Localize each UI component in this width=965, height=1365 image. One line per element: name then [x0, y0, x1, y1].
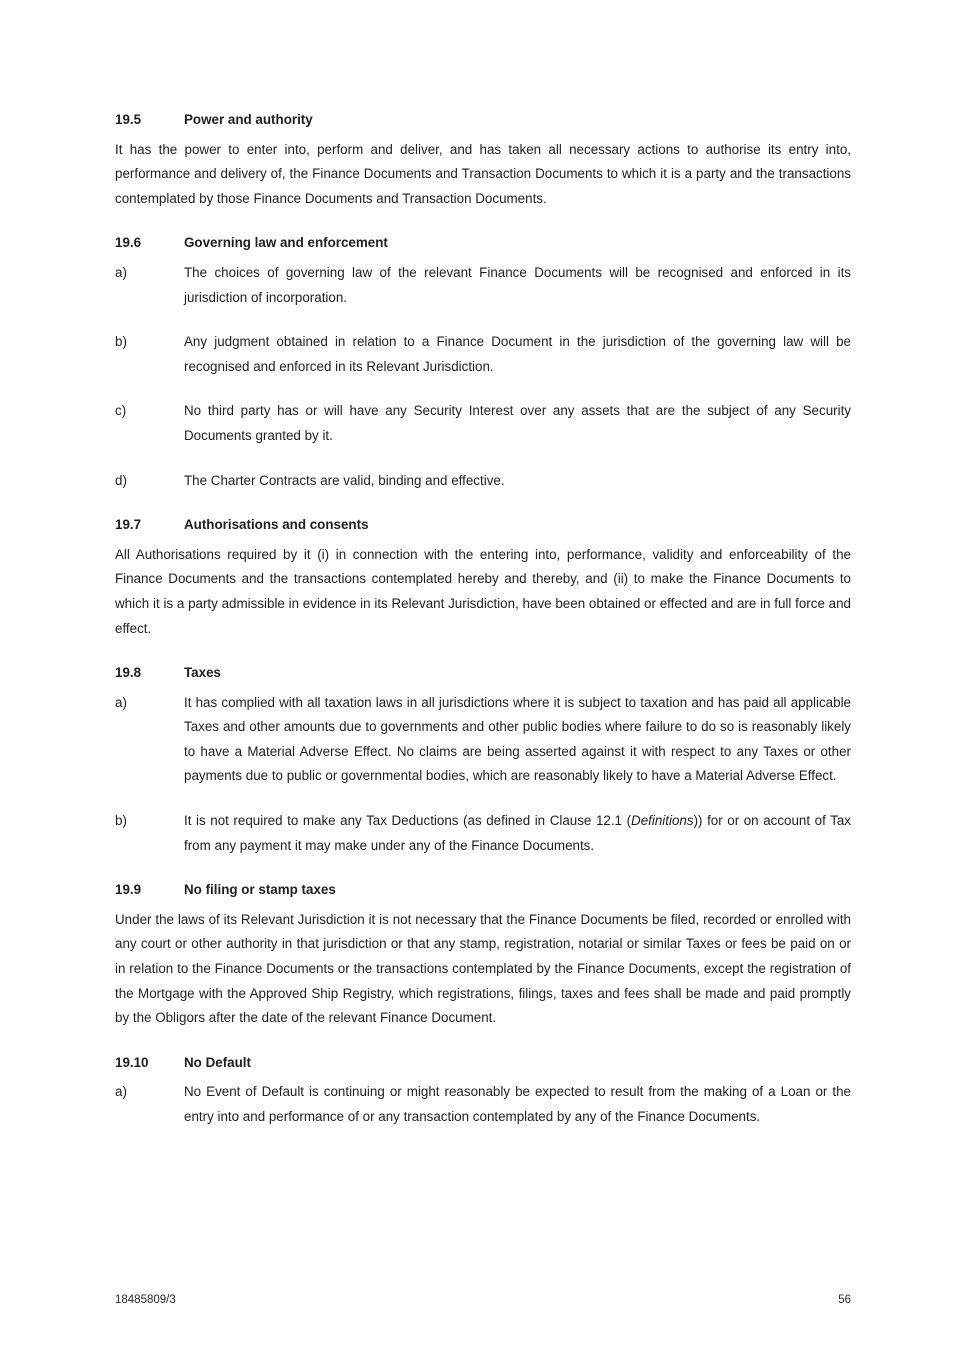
- section-number: 19.7: [115, 517, 142, 533]
- section-title: Authorisations and consents: [184, 517, 369, 533]
- section-title: No Default: [184, 1054, 251, 1070]
- item-label: b): [115, 334, 127, 350]
- item-label: a): [115, 694, 127, 710]
- list-item: [115, 691, 851, 789]
- document-reference: 18485809/3: [115, 1294, 176, 1306]
- section-19-9: [115, 878, 851, 1031]
- section-body: Under the laws of its Relevant Jurisdiction it is not necessary that the Finance Documents be filed, recorded or enrolled with any court or other authority in that jurisdiction or that any stamp, registration, notarial or similar Taxes or fees be paid on or in relation to the Finance Documents or the transactions contemplated by the Finance Documents, except the registration of the Mortgage with the Approved Ship Registry, which registrations, filings, taxes and fees shall be made and paid promptly by the Obligors after the date of the relevant Finance Document.: [115, 911, 851, 1026]
- list-item: [115, 261, 851, 310]
- item-text: Any judgment obtained in relation to a Finance Document in the jurisdiction of the governing law will be recognised and enforced in its Relevant Jurisdiction.: [184, 334, 851, 374]
- list-item: [115, 809, 851, 858]
- item-text: The Charter Contracts are valid, binding and effective.: [184, 472, 505, 488]
- list-item: [115, 469, 851, 494]
- item-text: No Event of Default is continuing or might reasonably be expected to result from the making of a Loan or the entry into and performance of or any transaction contemplated by any of the Finance Documents.: [184, 1084, 851, 1124]
- section-heading: [115, 878, 851, 903]
- section-19-8: [115, 661, 851, 858]
- item-label: d): [115, 472, 127, 488]
- section-number: 19.6: [115, 235, 142, 251]
- section-title: Governing law and enforcement: [184, 235, 388, 251]
- list-item: [115, 330, 851, 379]
- item-text: The choices of governing law of the relevant Finance Documents will be recognised and enforced in its jurisdiction of incorporation.: [184, 264, 851, 305]
- item-label: b): [115, 813, 127, 829]
- section-heading: [115, 231, 851, 256]
- item-text: No third party has or will have any Security Interest over any assets that are the subject of any Security Documents granted by it.: [184, 403, 851, 443]
- list-item: [115, 399, 851, 448]
- item-text: It has complied with all taxation laws in all jurisdictions where it is subject to taxation and has paid all applicable Taxes and other amounts due to governments and other public bodies where failure to do so is reasonably likely to have a Material Adverse Effect. No claims are being asserted against it with respect to any Taxes or other payments due to public or governmental bodies, which are reasonably likely to have a Material Adverse Effect.: [184, 694, 851, 784]
- item-text-italic: Definitions: [631, 813, 694, 829]
- page-number: 56: [838, 1294, 851, 1306]
- section-number: 19.9: [115, 882, 142, 898]
- section-19-6: [115, 231, 851, 493]
- section-title: No filing or stamp taxes: [184, 882, 336, 898]
- item-text-after: )) for or on account of Tax from any payment it may make under any of the Finance Documents.: [184, 813, 851, 853]
- item-text: [184, 809, 851, 858]
- item-label: a): [115, 264, 127, 280]
- section-heading: [115, 1051, 851, 1076]
- section-19-5: [115, 108, 851, 211]
- section-19-7: [115, 513, 851, 641]
- section-number: 19.5: [115, 112, 142, 127]
- section-heading: [115, 513, 851, 538]
- item-label: c): [115, 403, 127, 419]
- section-title: Taxes: [184, 665, 221, 681]
- section-title: Power and authority: [184, 112, 313, 127]
- section-body: It has the power to enter into, perform and deliver, and has taken all necessary actions to authorise its entry into, performance and delivery of, the Finance Documents and Transaction Documents to which it is a party and the transactions contemplated by those Finance Documents and Transaction Documents.: [115, 141, 851, 206]
- section-number: 19.10: [115, 1054, 149, 1070]
- page-footer: [115, 1294, 851, 1306]
- list-item: [115, 1080, 851, 1129]
- section-19-10: [115, 1051, 851, 1130]
- section-number: 19.8: [115, 665, 142, 681]
- section-heading: [115, 661, 851, 686]
- section-body: All Authorisations required by it (i) in connection with the entering into, performance, validity and enforceability of the Finance Documents and the transactions contemplated hereby and thereby, and (ii) to make the Finance Documents to which it is a party admissible in evidence in its Relevant Jurisdiction, have been obtained or effected and are in full force and effect.: [115, 546, 851, 636]
- item-text-before: It is not required to make any Tax Deductions (as defined in Clause 12.1 (: [184, 813, 632, 829]
- section-heading: [115, 108, 851, 133]
- item-label: a): [115, 1084, 127, 1100]
